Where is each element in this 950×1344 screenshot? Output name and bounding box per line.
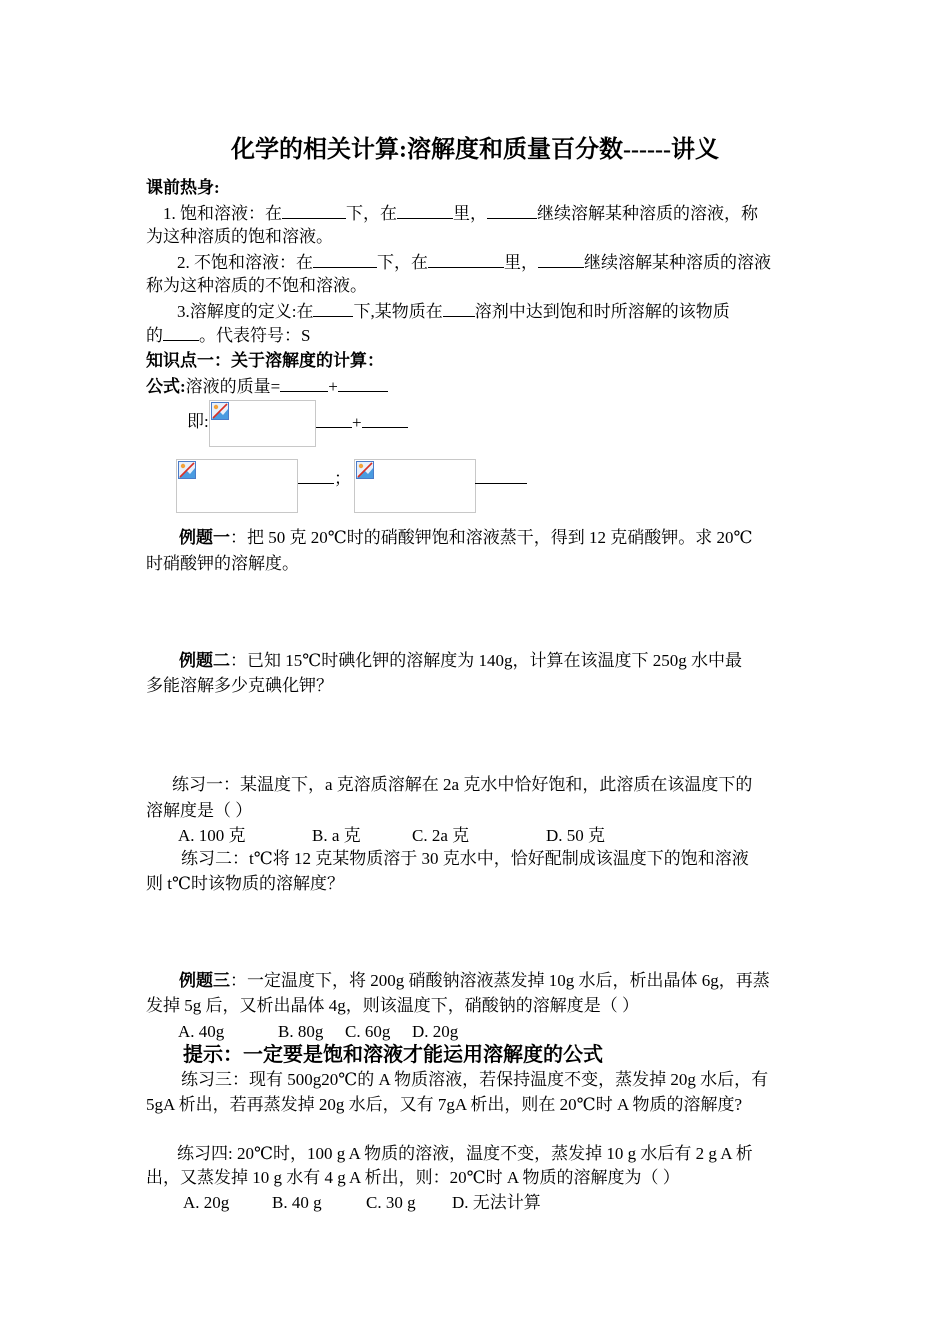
warmup-q1-line2: 为这种溶质的饱和溶液。 bbox=[146, 227, 333, 246]
practice1-option-d: D. 50 克 bbox=[546, 826, 606, 845]
practice4-line2: 出，又蒸发掉 10 g 水有 4 g A 析出，则：20℃时 A 物质的溶解度为（ ） bbox=[146, 1168, 680, 1187]
fill-blank[interactable] bbox=[538, 250, 584, 268]
example3-option-b: B. 80g bbox=[278, 1022, 324, 1041]
fill-blank[interactable] bbox=[362, 410, 408, 428]
example2-text: ：已知 15℃时碘化钾的溶解度为 140g，计算在该温度下 250g 水中最 bbox=[230, 651, 743, 670]
q1-text-c: 里， bbox=[453, 204, 487, 223]
practice2-line1: 练习二：t℃将 12 克某物质溶于 30 克水中，恰好配制成该温度下的饱和溶液 bbox=[181, 849, 749, 868]
formula-label: 公式: bbox=[146, 377, 186, 396]
q2-text-c: 里， bbox=[504, 253, 538, 272]
example3-option-a: A. 40g bbox=[178, 1022, 225, 1041]
example1-label: 例题一 bbox=[179, 528, 230, 547]
practice4-line1: 练习四: 20℃时，100 g A 物质的溶液，温度不变，蒸发掉 10 g 水后有 2 g A 析 bbox=[177, 1144, 753, 1163]
fill-blank[interactable] bbox=[316, 410, 352, 428]
q3-text-line2-a: 的 bbox=[146, 326, 163, 345]
broken-image-icon bbox=[178, 461, 196, 479]
warmup-q1-line1 bbox=[163, 201, 758, 226]
hint-text: 提示：一定要是饱和溶液才能运用溶解度的公式 bbox=[183, 1044, 603, 1066]
warmup-q2-line1 bbox=[177, 250, 771, 275]
ji-label: 即: bbox=[187, 412, 209, 431]
example2-line1 bbox=[179, 649, 742, 673]
fill-blank[interactable] bbox=[282, 201, 346, 219]
example1-line2: 时硝酸钾的溶解度。 bbox=[146, 554, 299, 573]
q1-text-a: 1. 饱和溶液：在 bbox=[163, 204, 282, 223]
practice1-option-c: C. 2a 克 bbox=[412, 826, 470, 845]
fill-blank[interactable] bbox=[298, 466, 334, 484]
formula-line-2-end bbox=[475, 466, 527, 491]
fill-blank[interactable] bbox=[163, 323, 199, 341]
example1-text: ：把 50 克 20℃时的硝酸钾饱和溶液蒸干，得到 12 克硝酸钾。求 20℃ bbox=[230, 528, 753, 547]
formula-image-placeholder bbox=[176, 459, 298, 513]
formula-line bbox=[146, 374, 388, 399]
example3-line1 bbox=[179, 969, 770, 993]
practice1-option-b: B. a 克 bbox=[312, 826, 361, 845]
q3-text-c: 溶剂中达到饱和时所溶解的该物质 bbox=[474, 302, 730, 321]
q3-text-a: 3.溶解度的定义:在 bbox=[177, 302, 314, 321]
example2-line2: 多能溶解多少克碘化钾？ bbox=[146, 676, 333, 695]
formula-image-placeholder bbox=[354, 459, 476, 513]
practice1-line2: 溶解度是（ ） bbox=[146, 801, 253, 820]
practice1-line1: 练习一：某温度下，a 克溶质溶解在 2a 克水中恰好饱和，此溶质在该温度下的 bbox=[172, 775, 753, 794]
practice1-option-a: A. 100 克 bbox=[178, 826, 246, 845]
fill-blank[interactable] bbox=[313, 299, 353, 317]
fill-blank[interactable] bbox=[338, 374, 388, 392]
practice4-option-a: A. 20g bbox=[183, 1193, 230, 1212]
semicolon: ； bbox=[334, 469, 351, 488]
formula-image-placeholder bbox=[209, 400, 316, 447]
fill-blank[interactable] bbox=[487, 201, 537, 219]
formula-text: 溶液的质量= bbox=[185, 377, 281, 396]
q2-text-a: 2. 不饱和溶液：在 bbox=[177, 253, 313, 272]
example3-line2: 发掉 5g 后，又析出晶体 4g，则该温度下，硝酸钠的溶解度是（ ） bbox=[146, 996, 639, 1015]
practice3-line1: 练习三：现有 500g20℃的 A 物质溶液，若保持温度不变，蒸发掉 20g 水后，有 bbox=[181, 1070, 769, 1089]
fill-blank[interactable] bbox=[475, 466, 527, 484]
warmup-q3-line1 bbox=[177, 299, 730, 324]
warmup-q3-line2 bbox=[146, 323, 310, 348]
broken-image-icon bbox=[211, 402, 229, 420]
practice2-line2: 则 t℃时该物质的溶解度？ bbox=[146, 874, 344, 893]
example2-label: 例题二 bbox=[179, 651, 230, 670]
document-title: 化学的相关计算:溶解度和质量百分数------讲义 bbox=[231, 137, 719, 163]
fill-blank[interactable] bbox=[313, 250, 377, 268]
example3-text: ：一定温度下，将 200g 硝酸钠溶液蒸发掉 10g 水后，析出晶体 6g，再蒸 bbox=[230, 971, 770, 990]
practice4-option-c: C. 30 g bbox=[366, 1193, 416, 1212]
example1-line1 bbox=[179, 526, 753, 550]
fill-blank[interactable] bbox=[280, 374, 328, 392]
q2-text-d: 继续溶解某种溶质的溶液 bbox=[584, 253, 771, 272]
q1-text-b: 下，在 bbox=[346, 204, 397, 223]
example3-label: 例题三 bbox=[179, 971, 230, 990]
practice4-option-b: B. 40 g bbox=[272, 1193, 322, 1212]
formula-line-2-mid bbox=[298, 466, 351, 491]
practice4-option-d: D. 无法计算 bbox=[452, 1193, 541, 1212]
fill-blank[interactable] bbox=[397, 201, 453, 219]
warmup-q2-line2: 称为这种溶质的不饱和溶液。 bbox=[146, 276, 367, 295]
fill-blank[interactable] bbox=[443, 299, 475, 317]
q1-text-d: 继续溶解某种溶质的溶液，称 bbox=[537, 204, 758, 223]
plus-sign: + bbox=[328, 377, 338, 396]
q3-text-b: 下,某物质在 bbox=[353, 302, 443, 321]
q3-text-line2-b: 。代表符号：S bbox=[199, 326, 311, 345]
example3-option-c: C. 60g bbox=[345, 1022, 391, 1041]
ji-line-rest bbox=[316, 410, 408, 435]
q2-text-b: 下，在 bbox=[377, 253, 428, 272]
point1-heading: 知识点一：关于溶解度的计算： bbox=[146, 351, 384, 370]
example3-option-d: D. 20g bbox=[412, 1022, 459, 1041]
broken-image-icon bbox=[356, 461, 374, 479]
plus-sign: + bbox=[352, 413, 362, 432]
warmup-heading: 课前热身: bbox=[146, 178, 220, 197]
practice3-line2: 5gA 析出，若再蒸发掉 20g 水后，又有 7gA 析出，则在 20℃时 A 物质的溶解度? bbox=[146, 1095, 743, 1114]
fill-blank[interactable] bbox=[428, 250, 504, 268]
